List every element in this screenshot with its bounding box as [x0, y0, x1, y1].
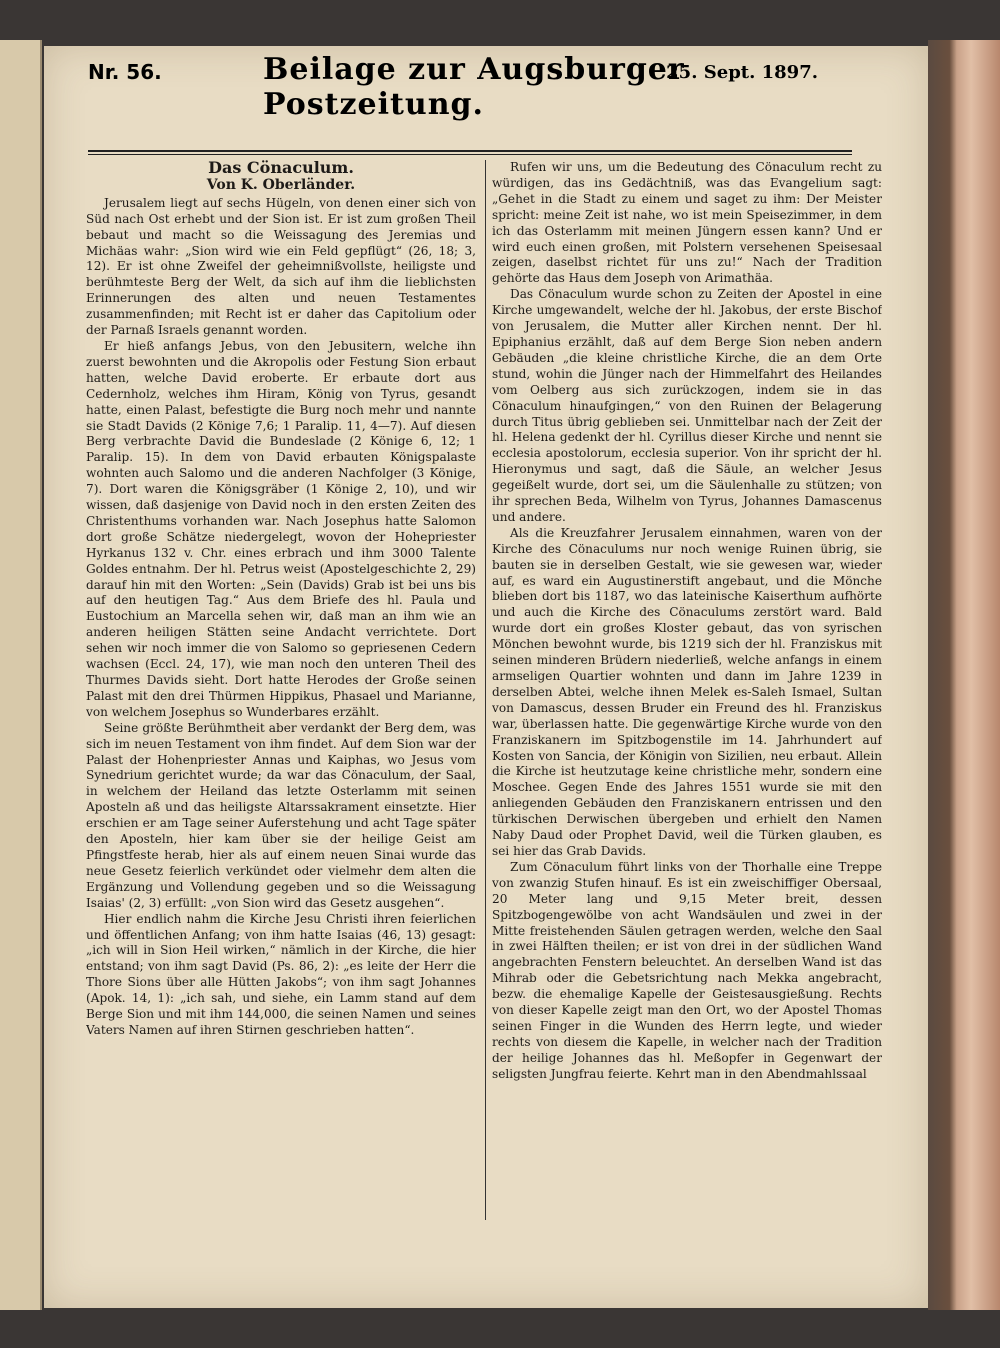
paragraph: Zum Cönaculum führt links von der Thorhalle eine Treppe von zwanzig Stufen hinauf. Es ist ein zweischiffiger Obersaal, 20 Meter lang und 9,15 Meter breit, dessen Spitzbogengewölbe von acht Wandsäulen und zwei in der Mitte freistehenden Säulen getragen werden, welche den Saal in zwei Hälften theilen; er ist von drei in der südlichen Wand angebrachten Fenstern beleuchtet. An derselben Wand ist das Mihrab oder die Gebetsrichtung nach Mekka angebracht, bezw. die ehemalige Kapelle der Geistesausgießung. Rechts von dieser Kapelle zeigt man den Ort, wo der Apostel Thomas seinen Finger in die Wunden des Herrn legte, und wieder rechts von diesem die Kapelle, in welcher nach der Tradition der heilige Johannes das hl. Meßopfer in Gegenwart der seligsten Jungfrau feierte. Kehrt man in den Abendmahlssaal	[492, 859, 882, 1081]
paragraph: Rufen wir uns, um die Bedeutung des Cönaculum recht zu würdigen, das ins Gedächtniß, was das Evangelium sagt: „Gehet in die Stadt zu einem und saget zu ihm: Der Meister spricht: meine Zeit ist nahe, wo ist mein Speisezimmer, in dem ich das Osterlamm mit meinen Jüngern essen kann? Und er wird euch einen großen, mit Polstern versehenen Speisesaal zeigen, daselbst richtet für uns zu!“ Nach der Tradition gehörte das Haus dem Joseph von Arimathäa.	[492, 160, 882, 286]
paragraph: Jerusalem liegt auf sechs Hügeln, von denen einer sich von Süd nach Ost erhebt und der Sion ist. Er ist zum großen Theil bebaut und macht so die Weissagung des Jeremias und Michäas wahr: „Sion wird wie ein Feld gepflügt“ (26, 18; 3, 12). Er ist ohne Zweifel der geheimnißvollste, heiligste und berühmteste Berg der Welt, da sich auf ihm die lieblichsten Erinnerungen des alten und neuen Testamentes zusammenfinden; mit Recht ist er daher das Capitolium oder der Parnaß Israels genannt worden.	[86, 195, 476, 338]
column-left	[86, 160, 476, 1225]
issue-number: Nr. 56.	[88, 60, 162, 84]
article-title: Das Cönaculum.	[208, 160, 354, 177]
column-divider	[485, 160, 486, 1220]
issue-date: 25. Sept. 1897.	[666, 62, 818, 83]
book-binding-left	[0, 40, 42, 1310]
paragraph: Hier endlich nahm die Kirche Jesu Christi ihren feierlichen und öffentlichen Anfang; von ihm hatte Isaias (46, 13) gesagt: „ich will in Sion Heil wirken,“ nämlich in der Kirche, die hier entstand; von ihm sagt David (Ps. 86, 2): „es leite der Herr die Thore Sions über alle Hütten Jakobs“; von ihm sagt Johannes (Apok. 14, 1): „ich sah, und siehe, ein Lamm stand auf dem Berge Sion und mit ihm 144,000, die seinen Namen und seines Vaters Namen auf ihren Stirnen geschrieben hatten“.	[86, 911, 476, 1037]
paragraph: Das Cönaculum wurde schon zu Zeiten der Apostel in eine Kirche umgewandelt, welche der hl. Jakobus, der erste Bischof von Jerusalem, die Mutter aller Kirchen nennt. Der hl. Epiphanius erzählt, daß auf dem Berge Sion neben andern Gebäuden „die kleine christliche Kirche, die an dem Orte stund, wohin die Jünger nach der Himmelfahrt des Heilandes vom Oelberg aus sich zurückzogen, indem sie in das Cönaculum hinaufgingen,“ von den Ruinen der Belagerung durch Titus übrig geblieben sei. Unmittelbar nach der Zeit der hl. Helena gedenkt der hl. Cyrillus dieser Kirche und nennt sie ecclesia apostolorum, ecclesia superior. Von ihr spricht der hl. Hieronymus und sagt, daß die Säule, an welcher Jesus gegeißelt wurde, dort sei, um die Säulenhalle zu stützen; von ihr sprechen Beda, Wilhelm von Tyrus, Johannes Damascenus und andere.	[492, 287, 882, 524]
article-byline: Von K. Oberländer.	[206, 176, 356, 193]
masthead	[88, 52, 818, 122]
paragraph: Als die Kreuzfahrer Jerusalem einnahmen, waren von der Kirche des Cönaculums nur noch wenige Ruinen übrig, sie bauten sie in derselben Gestalt, wie sie gewesen war, wieder auf, es ward ein Augustinerstift angebaut, und die Mönche blieben dort bis 1187, wo das lateinische Kaiserthum aufhörte und auch die Kirche des Cönaculums zerstört ward. Bald wurde dort ein großes Kloster gebaut, das von syrischen Mönchen bewohnt wurde, bis 1219 sich der hl. Franziskus mit seinen minderen Brüdern niederließ, welche anfangs in einem armseligen Quartier wohnten und dann im Jahre 1239 in derselben Abtei, welche ihnen Melek es-Saleh Ismael, Sultan von Damascus, dessen Bruder ein Freund des hl. Franziskus war, überlassen hatte. Die gegenwärtige Kirche wurde von den Franziskanern im Spitzbogenstile im 14. Jahrhundert auf Kosten von Sancia, der Königin von Sizilien, neu erbaut. Allein die Kirche ist heutzutage keine christliche mehr, sondern eine Moschee. Gegen Ende des Jahres 1551 wurde sie mit den anliegenden Gebäuden den Franziskanern entrissen und den türkischen Derwischen übergeben und erhielt den Namen Naby Daud oder Prophet David, weil die Türken glauben, es sei hier das Grab Davids.	[492, 525, 882, 858]
column-right	[492, 160, 882, 1225]
masthead-rule	[88, 150, 852, 152]
paragraph: Er hieß anfangs Jebus, von den Jebusitern, welche ihn zuerst bewohnten und die Akropolis oder Festung Sion erbaut hatten, welche David eroberte. Er erbaute dort aus Cedernholz, welches ihm Hiram, König von Tyrus, gesandt hatte, einen Palast, befestigte die Burg noch mehr und nannte sie Stadt Davids (2 Könige 7,6; 1 Paralip. 11, 4—7). Auf diesen Berg verbrachte David die Bundeslade (2 Könige 6, 12; 1 Paralip. 15). In dem von David erbauten Königspalaste wohnten auch Salomo und die anderen Nachfolger (3 Könige, 7). Dort waren die Königsgräber (1 Könige 2, 10), und wir wissen, daß dasjenige von David noch in den ersten Zeiten des Christenthums vorhanden war. Nach Josephus hatte Salomon dort große Schätze niedergelegt, wovon der Hohepriester Hyrkanus 132 v. Chr. eines erbrach und ihm 3000 Talente Goldes entnahm. Der hl. Petrus weist (Apostelgeschichte 2, 29) darauf hin mit den Worten: „Sein (Davids) Grab ist bei uns bis auf den heutigen Tag.“ Aus dem Briefe des hl. Paula und Eustochium an Marcella sehen wir, daß man an ihm wie an anderen heiligen Stätten seine Andacht verrichtete. Dort sehen wir noch immer die von Salomo so gepriesenen Cedern wachsen (Eccl. 24, 17), wie man noch den unteren Theil des Thurmes Davids sieht. Dort hatte Herodes der Große seinen Palast mit den drei Thürmen Hippikus, Phasael und Marianne, von welchem Josephus so Wunderbares erzählt.	[86, 338, 476, 719]
masthead-rule-thin	[88, 154, 852, 155]
newspaper-title: Beilage zur Augsburger Postzeitung.	[263, 52, 685, 122]
book-binding-right	[928, 40, 1000, 1310]
paragraph: Seine größte Berühmtheit aber verdankt der Berg dem, was sich im neuen Testament von ihm findet. Auf dem Sion war der Palast der Hohenpriester Annas und Kaiphas, wo Jesus vom Synedrium gerichtet wurde; da war das Cönaculum, der Saal, in welchem der Heiland das letzte Osterlamm mit seinen Aposteln aß und das heiligste Altarssakrament einsetzte. Hier erschien er am Tage seiner Auferstehung und acht Tage später den Aposteln, hier kam über sie der heilige Geist am Pfingstfeste herab, hier als auf einem neuen Sinai wurde das neue Gesetz feierlich verkündet oder vielmehr dem alten die Ergänzung und Vollendung gegeben und so die Weissagung Isaias' (2, 3) erfüllt: „von Sion wird das Gesetz ausgehen“.	[86, 720, 476, 910]
